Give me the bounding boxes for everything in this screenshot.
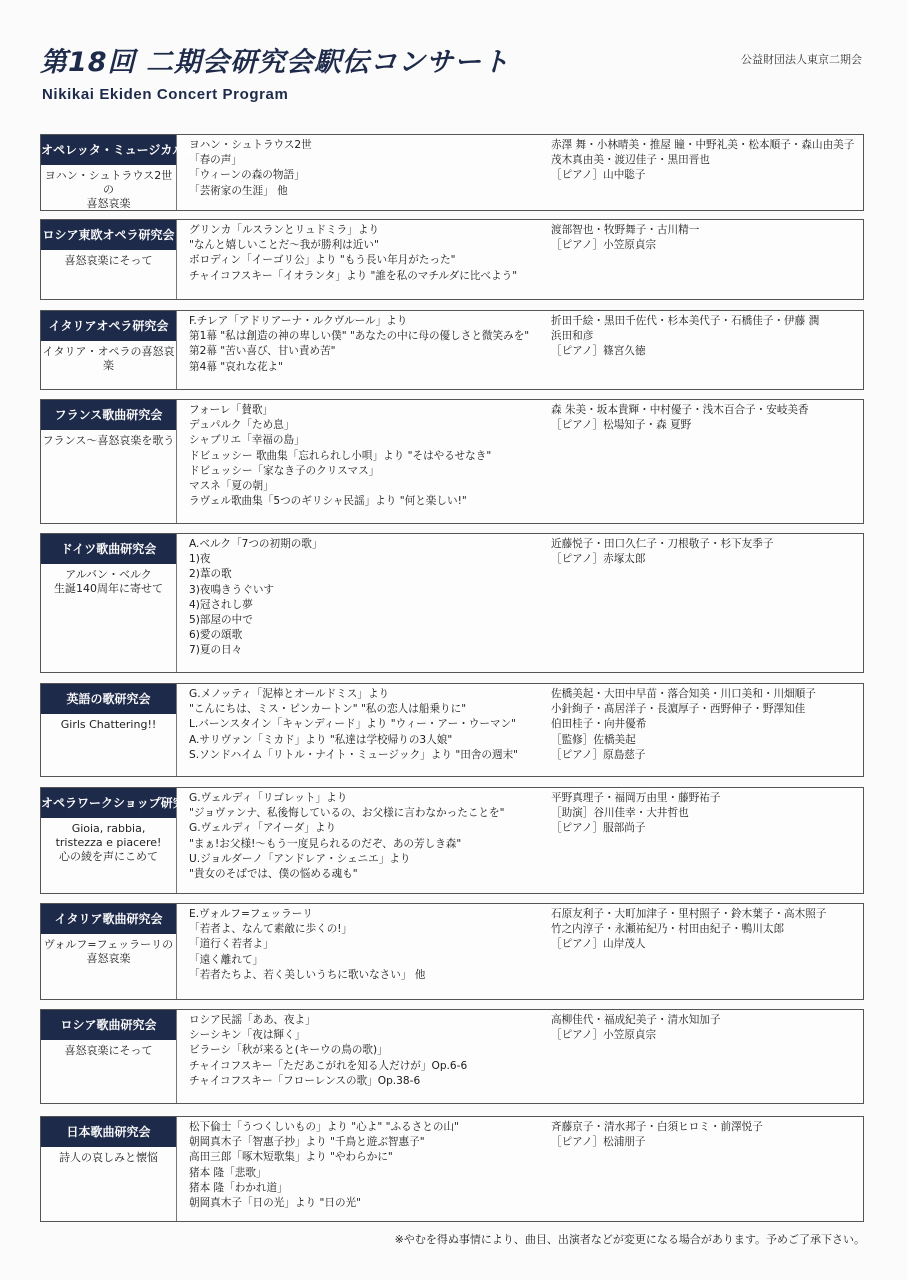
program-line: 朝岡真木子「智惠子抄」より "千鳥と遊ぶ智惠子" <box>189 1136 425 1149</box>
performer-line: 斉藤京子・清水邦子・白須ヒロミ・前澤悦子 <box>551 1121 763 1133</box>
program-line: ビラーシ「秋が来ると(キーウの鳥の歌)」 <box>189 1044 388 1057</box>
section-theme: ヴォルフ=フェッラーリの 喜怒哀楽 <box>43 938 174 965</box>
section-theme: 詩人の哀しみと懐悩 <box>59 1151 158 1164</box>
section-theme: 喜怒哀楽にそって <box>64 1044 153 1057</box>
program-line: G.メノッティ「泥棒とオールドミス」より <box>189 688 390 700</box>
performer-line: ［助演］谷川佳幸・大井哲也 <box>551 807 689 820</box>
program-line: G.ヴェルディ「アイーダ」より <box>189 822 337 835</box>
program-line: 「芸術家の生涯」 他 <box>189 184 288 197</box>
program-section <box>40 310 864 390</box>
program-list <box>189 537 549 659</box>
program-line: ボロディン「イーゴリ公」より "もう長い年月がたった" <box>189 254 456 267</box>
program-line: チャイコフスキー「ただあこがれを知る人だけが」Op.6-6 <box>189 1059 468 1072</box>
section-label: イタリア歌曲研究会 <box>41 904 176 934</box>
program-line: "貴女のそばでは、僕の悩める魂も" <box>189 868 358 881</box>
program-line: 2)葦の歌 <box>189 568 232 581</box>
section-header <box>41 311 177 389</box>
performer-line: ［ピアノ］山岸茂人 <box>551 938 646 951</box>
performer-list <box>551 687 859 763</box>
section-label: ドイツ歌曲研究会 <box>41 534 176 564</box>
section-label: イタリアオペラ研究会 <box>41 311 176 341</box>
program-list <box>189 791 549 882</box>
performer-list <box>551 1013 859 1043</box>
section-header <box>41 904 177 999</box>
program-line: A.ベルク「7つの初期の歌」 <box>189 538 323 550</box>
performer-line: ［ピアノ］小笠原貞宗 <box>551 239 657 252</box>
program-line: 第4幕 "哀れな花よ" <box>189 360 284 373</box>
program-list <box>189 403 549 509</box>
program-line: 松下倫士「うつくしいもの」より "心よ" "ふるさとの山" <box>189 1121 459 1133</box>
performer-line: 石原友利子・大町加津子・里村照子・鈴木葉子・高木照子 <box>551 908 827 920</box>
program-line: シャブリエ「幸福の島」 <box>189 434 305 447</box>
program-line: ドビュッシー「家なき子のクリスマス」 <box>189 464 380 477</box>
performer-line: ［ピアノ］小笠原貞宗 <box>551 1029 657 1042</box>
program-line: L.バーンスタイン「キャンディード」より "ウィー・アー・ウーマン" <box>189 718 517 731</box>
performer-line: ［監修］佐橋美起 <box>551 733 636 746</box>
section-theme: Gioia, rabbia, tristezza e piacere! 心の綾を声にこめて <box>55 822 162 863</box>
program-section <box>40 903 864 1000</box>
section-theme: ヨハン・シュトラウス2世の 喜怒哀楽 <box>44 169 173 210</box>
performer-line: 森 朱美・坂本貴輝・中村優子・浅木百合子・安岐美香 <box>551 404 809 416</box>
program-line: 「若者よ、なんて素敵に歩くの!」 <box>189 923 353 936</box>
program-line: チャイコフスキー「イオランタ」より "誰を私のマチルダに比べよう" <box>189 269 518 282</box>
program-list <box>189 907 549 983</box>
program-line: シーシキン「夜は輝く」 <box>189 1029 306 1042</box>
program-line: A.サリヴァン「ミカド」より "私達は学校帰りの3人娘" <box>189 733 453 746</box>
program-line: E.ヴォルフ=フェッラーリ <box>189 908 313 920</box>
performer-line: 竹之内淳子・永瀬祐紀乃・村田由紀子・鴨川太郎 <box>551 923 785 936</box>
program-line: 猪本 隆「わかれ道」 <box>189 1181 288 1194</box>
section-header <box>41 1117 177 1221</box>
program-section <box>40 399 864 524</box>
program-line: ドビュッシー 歌曲集「忘れられし小唄」より "そはやるせなき" <box>189 449 492 462</box>
performer-list <box>551 403 859 433</box>
program-line: 猪本 隆「悲歌」 <box>189 1166 267 1179</box>
section-label: オペラワークショップ研究会 <box>41 788 176 818</box>
program-line: 「若者たちよ、若く美しいうちに歌いなさい」 他 <box>189 968 426 981</box>
section-header <box>41 1010 177 1103</box>
program-line: 1)夜 <box>189 553 211 566</box>
program-line: 朝岡真木子「日の光」より "日の光" <box>189 1197 362 1210</box>
section-label: 英語の歌研究会 <box>41 684 176 714</box>
program-line: チャイコフスキー「フローレンスの歌」Op.38-6 <box>189 1074 421 1087</box>
organization-name: 公益財団法人東京二期会 <box>741 53 862 66</box>
program-section <box>40 787 864 894</box>
section-theme: アルバン・ベルク 生誕140周年に寄せて <box>54 568 163 595</box>
program-line: 「遠く離れて」 <box>189 953 264 966</box>
performer-line: ［ピアノ］松場知子・森 夏野 <box>551 419 692 432</box>
program-section <box>40 683 864 777</box>
program-section <box>40 533 864 673</box>
program-line: S.ソンドハイム「リトル・ナイト・ミュージック」より "田舎の週末" <box>189 748 519 761</box>
program-list <box>189 138 549 199</box>
section-label: ロシア歌曲研究会 <box>41 1010 176 1040</box>
performer-list <box>551 138 859 184</box>
performer-line: 佐橋美起・大田中早苗・落合知美・川口美和・川畑順子 <box>551 688 816 700</box>
program-line: 「道行く若者よ」 <box>189 938 274 951</box>
program-line: ラヴェル歌曲集「5つのギリシャ民謡」より "何と楽しい!" <box>189 495 467 508</box>
program-section <box>40 134 864 211</box>
performer-line: 折田千絵・黒田千佐代・杉本美代子・石橋佳子・伊藤 潤 <box>551 315 820 327</box>
program-section <box>40 1009 864 1104</box>
program-line: 高田三郎「啄木短歌集」より "やわらかに" <box>189 1151 393 1164</box>
section-label: オペレッタ・ミュージカル研究会 <box>41 135 176 165</box>
performer-line: ［ピアノ］篠宮久徳 <box>551 345 646 358</box>
section-theme: 喜怒哀楽にそって <box>64 254 153 267</box>
program-line: ロシア民謡「ああ、夜よ」 <box>189 1014 316 1026</box>
performer-line: ［ピアノ］山中聡子 <box>551 169 646 182</box>
performer-line: ［ピアノ］服部尚子 <box>551 822 646 835</box>
performer-line: 高柳佳代・福成紀美子・清水知加子 <box>551 1014 721 1026</box>
program-line: U.ジョルダーノ「アンドレア・シェニエ」より <box>189 852 411 865</box>
program-line: 5)部屋の中で <box>189 614 253 627</box>
section-header <box>41 220 177 299</box>
section-theme: フランス〜喜怒哀楽を歌う <box>42 434 175 447</box>
program-line: 第1幕 "私は創造の神の卑しい僕" "あなたの中に母の優しさと微笑みを" <box>189 330 530 343</box>
footer-note: ※やむを得ぬ事情により、曲目、出演者などが変更になる場合があります。予めご了承下さい。 <box>394 1233 865 1246</box>
performer-line: 浜田和彦 <box>551 330 594 343</box>
performer-list <box>551 314 859 360</box>
performer-line: 茂木真由美・渡辺佳子・黒田晋也 <box>551 154 710 167</box>
performer-line: 平野真理子・福岡万由里・藤野祐子 <box>551 792 721 804</box>
section-header <box>41 684 177 776</box>
program-line: グリンカ「ルスランとリュドミラ」より <box>189 224 380 236</box>
program-line: 4)冠されし夢 <box>189 598 253 611</box>
performer-line: ［ピアノ］原島慈子 <box>551 748 646 761</box>
page-subtitle: Nikikai Ekiden Concert Program <box>42 86 289 103</box>
program-line: "ジョヴァンナ、私後悔しているの、お父様に言わなかったことを" <box>189 807 505 820</box>
section-header <box>41 400 177 523</box>
performer-line: ［ピアノ］松浦朋子 <box>551 1136 646 1149</box>
program-line: "まぁ!お父様!〜もう一度見られるのだぞ、あの芳しき森" <box>189 837 462 850</box>
program-line: F.チレア「アドリアーナ・ルクヴルール」より <box>189 315 408 327</box>
section-theme: イタリア・オペラの喜怒哀楽 <box>42 345 175 372</box>
section-label: ロシア東欧オペラ研究会 <box>41 220 176 250</box>
section-label: フランス歌曲研究会 <box>41 400 176 430</box>
program-line: 6)愛の頌歌 <box>189 629 243 642</box>
performer-line: 近藤悦子・田口久仁子・刀根敬子・杉下友季子 <box>551 538 774 550</box>
program-line: 「春の声」 <box>189 154 242 167</box>
performer-line: ［ピアノ］赤塚太郎 <box>551 553 646 566</box>
performer-line: 伯田桂子・向井優希 <box>551 718 647 731</box>
program-line: マスネ「夏の朝」 <box>189 480 274 493</box>
performer-list <box>551 223 859 253</box>
page-title: 第18回 二期会研究会駅伝コンサート <box>40 47 510 78</box>
program-section <box>40 219 864 300</box>
section-label: 日本歌曲研究会 <box>41 1117 176 1147</box>
performer-line: 赤澤 舞・小林晴美・推屋 瞳・中野礼美・松本順子・森山由美子 <box>551 139 855 151</box>
section-header <box>41 788 197 893</box>
program-line: デュパルク「ため息」 <box>189 419 295 432</box>
program-list <box>189 1120 549 1211</box>
program-list <box>189 223 549 284</box>
program-line: 「ウィーンの森の物語」 <box>189 169 305 182</box>
performer-list <box>551 791 859 837</box>
program-list <box>189 687 549 763</box>
program-line: 3)夜鳴きうぐいす <box>189 583 275 596</box>
program-list <box>189 314 549 375</box>
program-line: ヨハン・シュトラウス2世 <box>189 139 312 151</box>
program-line: フォーレ「賛歌」 <box>189 404 274 416</box>
program-section <box>40 1116 864 1222</box>
section-header <box>41 534 177 672</box>
performer-line: 小針絢子・髙居洋子・長濵厚子・西野伸子・野澤知佳 <box>551 703 806 716</box>
performer-line: 渡部智也・牧野舞子・古川精一 <box>551 224 700 236</box>
program-line: 7)夏の日々 <box>189 644 243 657</box>
section-theme: Girls Chattering!! <box>60 718 157 731</box>
program-line: G.ヴェルディ「リゴレット」より <box>189 792 348 804</box>
program-list <box>189 1013 549 1089</box>
program-line: 第2幕 "苦い喜び、甘い責め苦" <box>189 345 336 358</box>
performer-list <box>551 1120 859 1150</box>
performer-list <box>551 907 859 953</box>
program-line: "こんにちは、ミス・ピンカートン" "私の恋人は船乗りに" <box>189 703 467 716</box>
program-line: "なんと嬉しいことだ〜我が勝利は近い" <box>189 239 379 252</box>
performer-list <box>551 537 859 567</box>
